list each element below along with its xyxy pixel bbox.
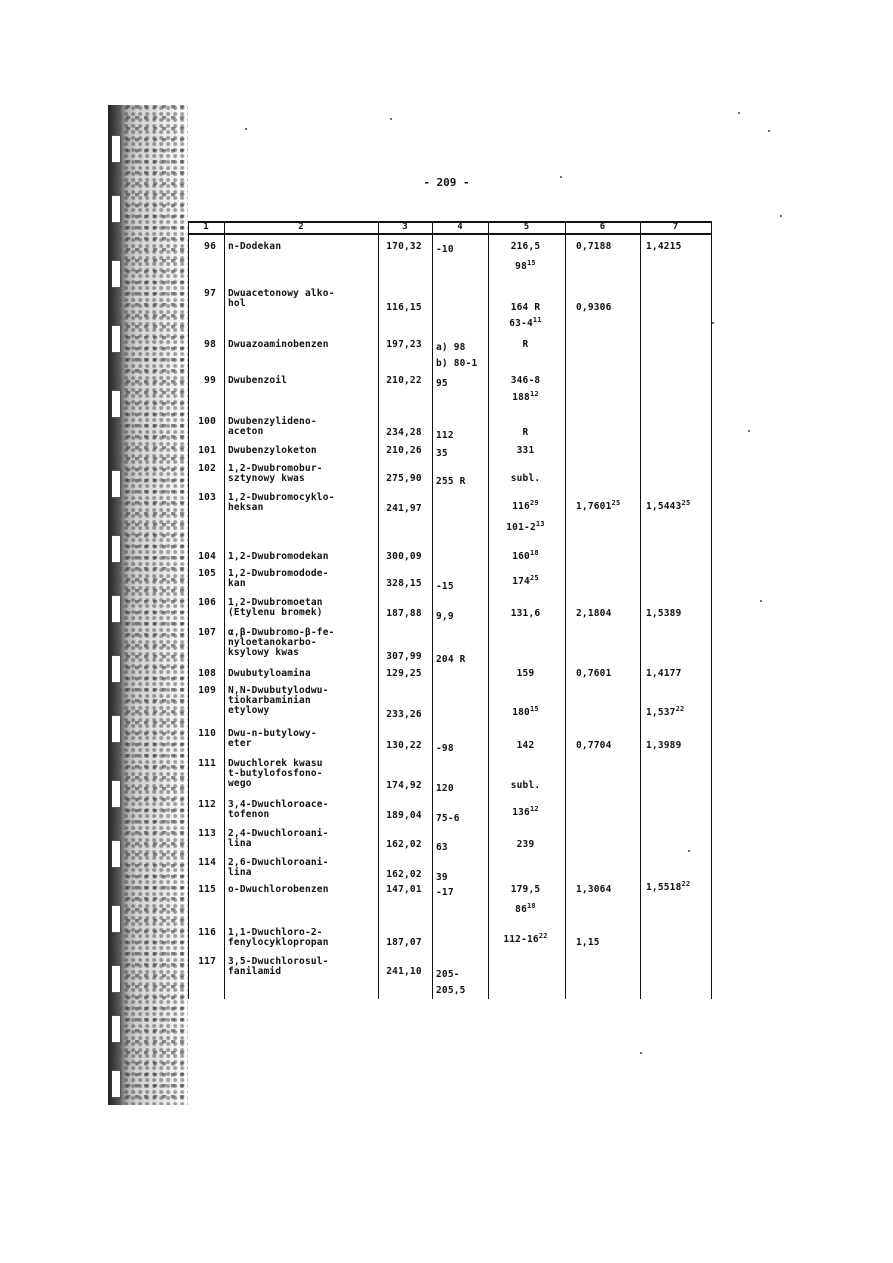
compound-name: Dwubutyloamina bbox=[228, 668, 311, 679]
binding-hole bbox=[112, 470, 121, 498]
melting-point: 255 R bbox=[436, 476, 466, 487]
refractive-index: 1,537$^{22}$ bbox=[646, 705, 685, 718]
scan-speck bbox=[688, 850, 690, 852]
molar-mass: 307,99 bbox=[386, 651, 422, 662]
column-header: 4 bbox=[457, 222, 463, 232]
col-divider bbox=[640, 221, 641, 999]
column-header: 2 bbox=[298, 222, 304, 232]
row-number: 101 bbox=[198, 445, 216, 456]
boiling-point: $188^{12}$ bbox=[512, 390, 539, 403]
molar-mass: 233,26 bbox=[386, 709, 422, 720]
compound-name: n-Dodekan bbox=[228, 241, 282, 252]
molar-mass: 130,22 bbox=[386, 740, 422, 751]
row-number: 99 bbox=[204, 375, 216, 386]
density: 1,3064 bbox=[576, 884, 612, 895]
melting-point: -98 bbox=[436, 743, 454, 754]
molar-mass: 187,07 bbox=[386, 937, 422, 948]
melting-point: 63 bbox=[436, 842, 448, 853]
compound-name: 3,5-Dwuchlorosul- fanilamid bbox=[228, 956, 329, 977]
table-header-rule bbox=[188, 233, 712, 235]
row-number: 105 bbox=[198, 568, 216, 579]
scan-speck bbox=[560, 176, 562, 178]
compound-name: Dwubenzoil bbox=[228, 375, 288, 386]
binding-hole bbox=[112, 595, 121, 623]
scan-speck bbox=[780, 215, 782, 217]
scan-speck bbox=[245, 128, 247, 130]
boiling-point: 179,5 bbox=[510, 884, 541, 895]
melting-point: 75-6 bbox=[436, 813, 460, 824]
boiling-point: $174^{25}$ bbox=[512, 574, 539, 587]
scan-speck bbox=[768, 130, 770, 132]
row-number: 111 bbox=[198, 758, 216, 769]
binding-hole bbox=[112, 780, 121, 808]
melting-point: -17 bbox=[436, 887, 454, 898]
melting-point: -10 bbox=[436, 244, 454, 255]
melting-point: 9,9 bbox=[436, 611, 454, 622]
compound-name: Dwu-n-butylowy- eter bbox=[228, 728, 317, 749]
compound-name: Dwuazoaminobenzen bbox=[228, 339, 329, 350]
scan-speck bbox=[640, 1052, 642, 1054]
density: 0,7704 bbox=[576, 740, 612, 751]
melting-point: 39 bbox=[436, 872, 448, 883]
data-table bbox=[188, 221, 712, 999]
col-divider bbox=[565, 221, 566, 999]
col-divider bbox=[188, 221, 189, 999]
binding-hole bbox=[112, 260, 121, 288]
melting-point: 112 bbox=[436, 430, 454, 441]
binding-hole bbox=[112, 840, 121, 868]
scan-speck bbox=[748, 430, 750, 432]
compound-name: o-Dwuchlorobenzen bbox=[228, 884, 329, 895]
melting-point: 204 R bbox=[436, 654, 466, 665]
compound-name: Dwuacetonowy alko- hol bbox=[228, 288, 335, 309]
molar-mass: 234,28 bbox=[386, 427, 422, 438]
boiling-point: 239 bbox=[516, 839, 535, 850]
molar-mass: 210,22 bbox=[386, 375, 422, 386]
density: 0,7188 bbox=[576, 241, 612, 252]
row-number: 107 bbox=[198, 627, 216, 638]
col-divider bbox=[432, 221, 433, 999]
boiling-point: $160^{18}$ bbox=[512, 549, 539, 562]
col-divider bbox=[378, 221, 379, 999]
binding-hole bbox=[112, 135, 121, 163]
boiling-point: $98^{15}$ bbox=[515, 259, 536, 272]
melting-point: 35 bbox=[436, 448, 448, 459]
molar-mass: 210,26 bbox=[386, 445, 422, 456]
row-number: 104 bbox=[198, 551, 216, 562]
boiling-point: 216,5 bbox=[510, 241, 541, 252]
boiling-point: 142 bbox=[516, 740, 535, 751]
row-number: 109 bbox=[198, 685, 216, 696]
compound-name: 3,4-Dwuchloroace- tofenon bbox=[228, 799, 329, 820]
molar-mass: 162,02 bbox=[386, 869, 422, 880]
boiling-point: $101-2^{13}$ bbox=[506, 520, 545, 533]
compound-name: 1,1-Dwuchloro-2- fenylocyklopropan bbox=[228, 927, 329, 948]
density: 0,9306 bbox=[576, 302, 612, 313]
compound-name: 1,2-Dwubromodode- kan bbox=[228, 568, 329, 589]
boiling-point: 164 R bbox=[510, 302, 541, 313]
melting-point: a) 98 b) 80-1 bbox=[436, 342, 478, 369]
scan-speck bbox=[738, 112, 740, 114]
density: 2,1804 bbox=[576, 608, 612, 619]
melting-point: -15 bbox=[436, 581, 454, 592]
row-number: 96 bbox=[204, 241, 216, 252]
scan-speck bbox=[760, 600, 762, 602]
molar-mass: 170,32 bbox=[386, 241, 422, 252]
compound-name: 1,2-Dwubromoetan (Etylenu bromek) bbox=[228, 597, 323, 618]
compound-name: Dwuchlorek kwasu t-butylofosfono- wego bbox=[228, 758, 323, 789]
refractive-index: 1,4215 bbox=[646, 241, 682, 252]
molar-mass: 189,04 bbox=[386, 810, 422, 821]
molar-mass: 129,25 bbox=[386, 668, 422, 679]
boiling-point: 346-8 bbox=[510, 375, 541, 386]
refractive-index: 1,5518$^{22}$ bbox=[646, 880, 691, 893]
molar-mass: 174,92 bbox=[386, 780, 422, 791]
compound-name: 2,6-Dwuchloroani- lina bbox=[228, 857, 329, 878]
molar-mass: 147,01 bbox=[386, 884, 422, 895]
binding-hole bbox=[112, 535, 121, 563]
molar-mass: 187,88 bbox=[386, 608, 422, 619]
density: 1,15 bbox=[576, 937, 600, 948]
compound-name: Dwubenzylideno- aceton bbox=[228, 416, 317, 437]
molar-mass: 328,15 bbox=[386, 578, 422, 589]
binding-hole bbox=[112, 965, 121, 993]
row-number: 98 bbox=[204, 339, 216, 350]
molar-mass: 300,09 bbox=[386, 551, 422, 562]
binding-hole bbox=[112, 655, 121, 683]
molar-mass: 116,15 bbox=[386, 302, 422, 313]
melting-point: 205- 205,5 bbox=[436, 969, 466, 996]
scan-speck bbox=[712, 322, 714, 324]
row-number: 115 bbox=[198, 884, 216, 895]
boiling-point: R bbox=[522, 427, 529, 438]
molar-mass: 197,23 bbox=[386, 339, 422, 350]
density: 1,7601$^{25}$ bbox=[576, 499, 621, 512]
molar-mass: 162,02 bbox=[386, 839, 422, 850]
binding-hole bbox=[112, 1070, 121, 1098]
column-header: 1 bbox=[203, 222, 209, 232]
boiling-point: $136^{12}$ bbox=[512, 805, 539, 818]
row-number: 117 bbox=[198, 956, 216, 967]
row-number: 108 bbox=[198, 668, 216, 679]
scan-speck bbox=[390, 118, 392, 120]
boiling-point: $116^{29}$ bbox=[512, 499, 539, 512]
compound-name: α,β-Dwubromo-β-fe- nyloetanokarbo- ksylowy kwas bbox=[228, 627, 335, 658]
molar-mass: 241,97 bbox=[386, 503, 422, 514]
boiling-point: 159 bbox=[516, 668, 535, 679]
page-number: - 209 - bbox=[423, 176, 470, 189]
compound-name: 2,4-Dwuchloroani- lina bbox=[228, 828, 329, 849]
melting-point: 95 bbox=[436, 378, 448, 389]
boiling-point: 331 bbox=[516, 445, 535, 456]
refractive-index: 1,5389 bbox=[646, 608, 682, 619]
column-header: 3 bbox=[402, 222, 408, 232]
boiling-point: R bbox=[522, 339, 529, 350]
row-number: 113 bbox=[198, 828, 216, 839]
refractive-index: 1,5443$^{25}$ bbox=[646, 499, 691, 512]
compound-name: 1,2-Dwubromocyklo- heksan bbox=[228, 492, 335, 513]
column-header: 7 bbox=[672, 222, 679, 232]
column-header: 6 bbox=[599, 222, 606, 232]
row-number: 100 bbox=[198, 416, 216, 427]
row-number: 114 bbox=[198, 857, 216, 868]
boiling-point: 131,6 bbox=[510, 608, 541, 619]
compound-name: Dwubenzyloketon bbox=[228, 445, 317, 456]
col-divider bbox=[224, 221, 225, 999]
compound-name: 1,2-Dwubromodekan bbox=[228, 551, 329, 562]
row-number: 97 bbox=[204, 288, 216, 299]
binding-hole bbox=[112, 905, 121, 933]
boiling-point: subl. bbox=[510, 473, 541, 484]
boiling-point: $86^{18}$ bbox=[515, 902, 536, 915]
binding-hole bbox=[112, 195, 121, 223]
boiling-point: $112-16^{22}$ bbox=[503, 932, 548, 945]
boiling-point: subl. bbox=[510, 780, 541, 791]
boiling-point: $63-4^{11}$ bbox=[509, 316, 542, 329]
density: 0,7601 bbox=[576, 668, 612, 679]
molar-mass: 275,90 bbox=[386, 473, 422, 484]
row-number: 110 bbox=[198, 728, 216, 739]
compound-name: 1,2-Dwubromobur- sztynowy kwas bbox=[228, 463, 323, 484]
refractive-index: 1,3989 bbox=[646, 740, 682, 751]
molar-mass: 241,10 bbox=[386, 966, 422, 977]
refractive-index: 1,4177 bbox=[646, 668, 682, 679]
row-number: 112 bbox=[198, 799, 216, 810]
row-number: 106 bbox=[198, 597, 216, 608]
row-number: 102 bbox=[198, 463, 216, 474]
compound-name: N,N-Dwubutylodwu- tiokarbaminian etylowy bbox=[228, 685, 329, 716]
column-header: 5 bbox=[523, 222, 530, 232]
binding-hole bbox=[112, 1015, 121, 1043]
binding-hole bbox=[112, 390, 121, 418]
binding-hole bbox=[112, 715, 121, 743]
row-number: 116 bbox=[198, 927, 216, 938]
binding-hole bbox=[112, 325, 121, 353]
melting-point: 120 bbox=[436, 783, 454, 794]
boiling-point: $180^{15}$ bbox=[512, 705, 539, 718]
row-number: 103 bbox=[198, 492, 216, 503]
